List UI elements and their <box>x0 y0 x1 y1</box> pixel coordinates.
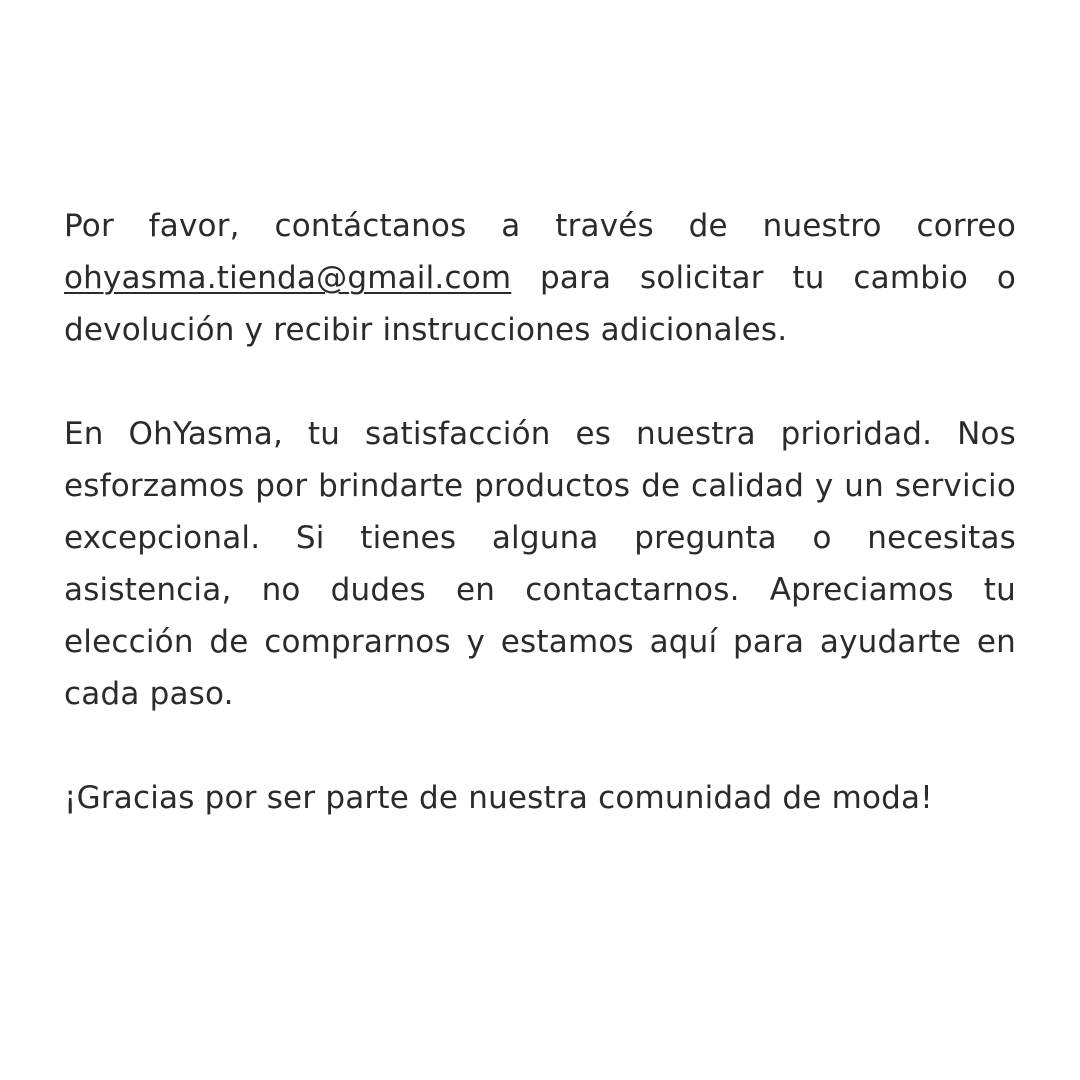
contact-text-after: para solicitar tu cambio o devolución y recibir instrucciones adicionales. <box>64 260 1016 348</box>
email-link[interactable]: ohyasma.tienda@gmail.com <box>64 260 512 296</box>
contact-paragraph <box>64 200 1016 356</box>
contact-text-before: Por favor, contáctanos a través de nuestro correo <box>64 208 1016 244</box>
satisfaction-paragraph: En OhYasma, tu satisfacción es nuestra prioridad. Nos esforzamos por brindarte productos de calidad y un servicio excepcional. Si tienes alguna pregunta o necesitas asistencia, no dudes en contactarnos. Apreciamos tu elección de comprarnos y estamos aquí para ayudarte en cada paso. <box>64 416 1016 712</box>
thank-you-paragraph: ¡Gracias por ser parte de nuestra comunidad de moda! <box>64 780 933 816</box>
document-content <box>64 200 1016 824</box>
